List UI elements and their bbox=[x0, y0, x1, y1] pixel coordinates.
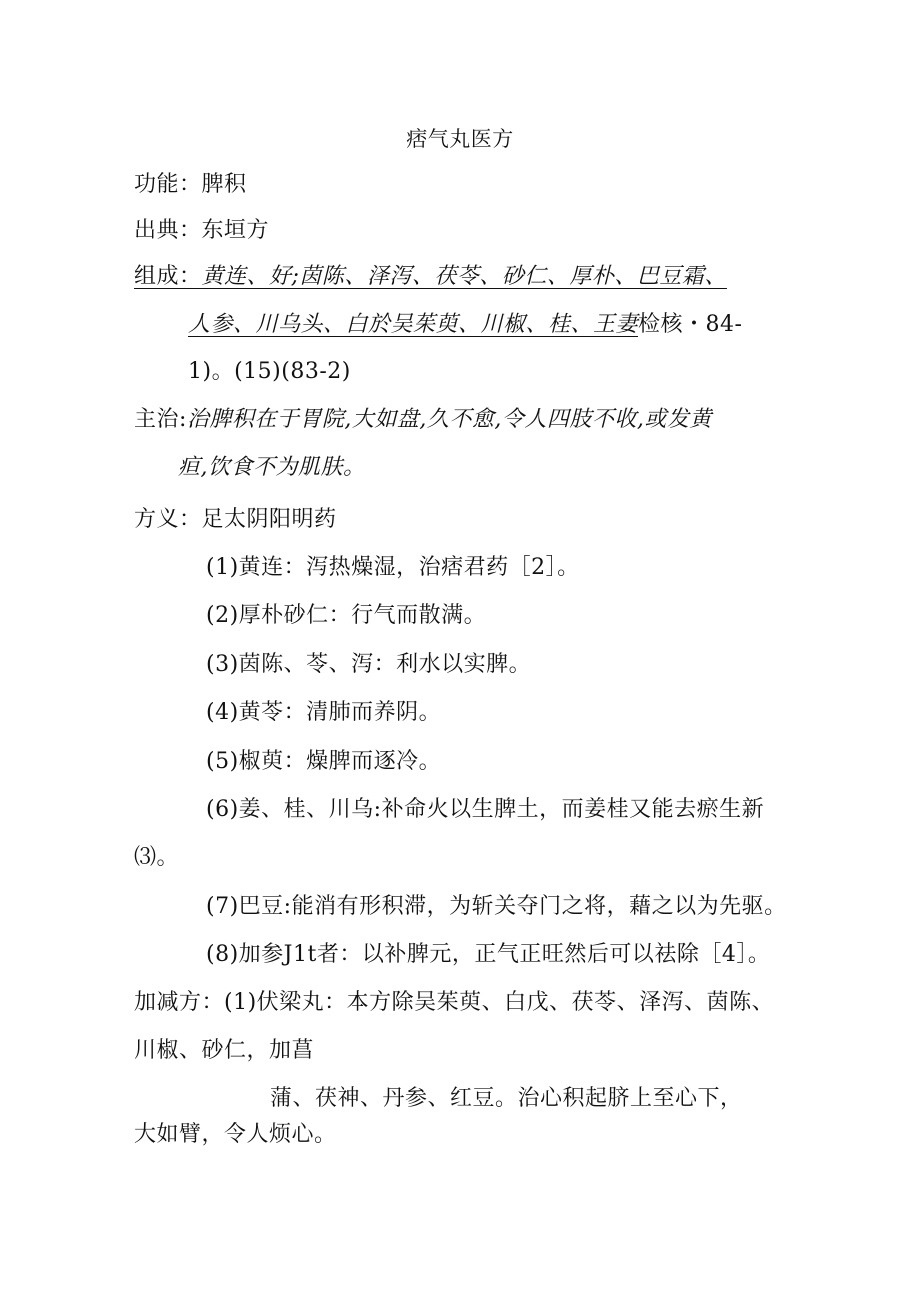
meaning-label: 方义： bbox=[134, 507, 202, 532]
meaning-item-5: (5)椒萸：燥脾而逐冷。 bbox=[206, 749, 442, 774]
composition-line-2 bbox=[188, 310, 742, 340]
meaning-item-2: (2)厚朴砂仁：行气而散满。 bbox=[206, 603, 487, 628]
modification-text-1: (1)伏梁丸：本方除吴茱萸、白戊、茯苓、泽泻、茵陈、 bbox=[224, 990, 775, 1015]
page-title: 痞气丸医方 bbox=[406, 127, 514, 151]
composition-herbs-2: 人参、川乌头、白於吴茱萸、川椒、桂、王妻 bbox=[188, 312, 639, 337]
composition-line-3: 1)。(15)(83-2) bbox=[188, 359, 351, 384]
modification-line-2: 川椒、砂仁，加菖 bbox=[134, 1038, 315, 1063]
meaning-item-1: (1)黄连：泻热燥湿，治痞君药［2］。 bbox=[206, 555, 580, 580]
meaning-item-3: (3)茵陈、苓、泻：利水以实脾。 bbox=[206, 652, 532, 677]
meaning-value: 足太阴阳明药 bbox=[201, 507, 337, 532]
function-value: 脾积 bbox=[201, 172, 247, 197]
meaning-item-8: (8)加参J1t者：以补脾元，正气正旺然后可以祛除［4］。 bbox=[206, 942, 771, 967]
source-value: 东垣方 bbox=[201, 218, 270, 243]
modification-line-1 bbox=[134, 988, 774, 1018]
indication-line-2: 疸,饮食不为肌肤。 bbox=[178, 455, 366, 480]
modification-line-3: 蒲、茯神、丹参、红豆。治心积起脐上至心下， bbox=[270, 1086, 743, 1111]
composition-line-1 bbox=[134, 262, 788, 292]
modification-line-4: 大如臂，令人烦心。 bbox=[134, 1122, 337, 1147]
meaning-item-6-ref: ⑶。 bbox=[134, 845, 180, 870]
source-label: 出典： bbox=[134, 218, 202, 243]
function-row bbox=[134, 170, 247, 200]
composition-herbs-1: 黄连、好;茵陈、泽泻、茯苓、砂仁、厚朴、巴豆霜、 bbox=[201, 264, 727, 289]
indication-text-1: 治脾积在于胃院,大如盘,久不愈,令人四肢不收,或发黄 bbox=[186, 407, 712, 432]
modification-label: 加减方： bbox=[134, 990, 225, 1015]
composition-label: 组成： bbox=[134, 264, 202, 289]
source-row bbox=[134, 216, 269, 246]
composition-ref: 检核・84- bbox=[638, 312, 743, 337]
meaning-row bbox=[134, 505, 337, 535]
meaning-item-7: (7)巴豆:能消有形积滞，为斩关夺门之将，藉之以为先驱。 bbox=[206, 894, 787, 919]
meaning-item-4: (4)黄苓：清肺而养阴。 bbox=[206, 700, 442, 725]
indication-line-1 bbox=[134, 405, 712, 435]
indication-label: 主治: bbox=[134, 407, 187, 432]
function-label: 功能： bbox=[134, 172, 202, 197]
meaning-item-6: (6)姜、桂、川乌:补命火以生脾土，而姜桂又能去瘀生新 bbox=[206, 797, 765, 822]
